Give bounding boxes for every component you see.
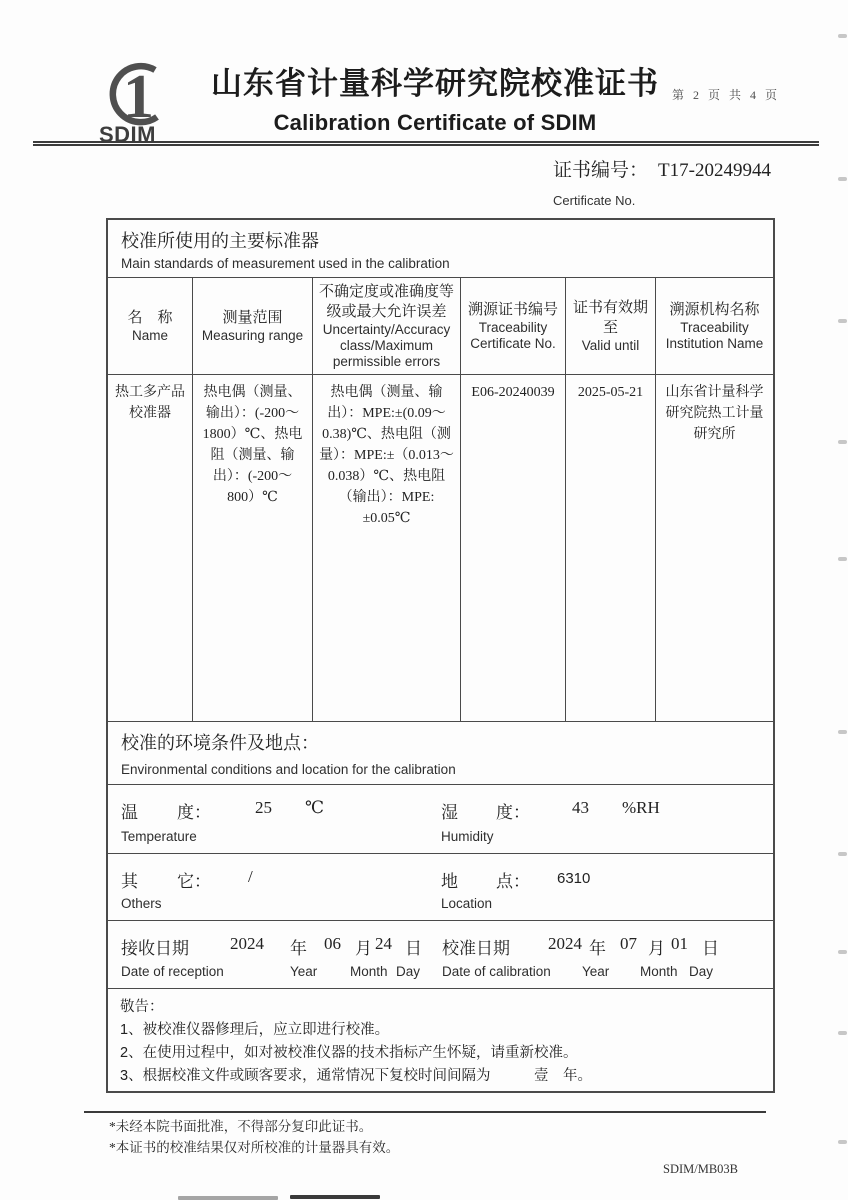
others-label: 其: [121, 872, 138, 891]
humidity-label: 湿: [441, 803, 458, 822]
reception-month-label: 月: [355, 939, 372, 958]
header-cell-institution: 溯源机构名称 Traceability Institution Name: [665, 300, 764, 352]
humidity-value: 43: [572, 798, 589, 817]
others-location-row: [108, 854, 773, 921]
logo-text: SDIM: [99, 122, 156, 146]
standards-title: 校准所使用的主要标准器: [121, 231, 319, 251]
scan-mark: [838, 557, 847, 561]
reception-day-en: Day: [396, 964, 421, 979]
location-value: 6310: [557, 870, 591, 887]
header-cell-valid-until: 证书有效期至 Valid until: [566, 278, 656, 374]
cell-valid-until: 2025-05-21: [566, 375, 656, 721]
cell-measuring-range: 热电偶（测量、输出）：(-200～1800）℃、热电阻（测量、输出）：(-200～800）℃: [193, 375, 313, 721]
reception-month-en: Month: [350, 964, 388, 979]
scan-smudge: [178, 1196, 278, 1200]
form-number: SDIM/MB03B: [663, 1162, 739, 1176]
scan-mark: [838, 1031, 847, 1035]
notice-section: [108, 989, 773, 1092]
temperature-value: 25: [255, 798, 272, 817]
header-title-block: [198, 58, 672, 136]
notice-item-2: 2、在使用过程中，如对被校准仪器的技术指标产生怀疑，请重新校准。: [120, 1044, 578, 1061]
cell-instrument-name: 热工多产品校准器: [108, 375, 193, 721]
page-number: 第 2 页 共 4 页: [672, 88, 781, 102]
standards-title-row: [108, 220, 773, 278]
notice-item-3: 3、根据校准文件或顾客要求，通常情况下复校时间间隔为 壹 年。: [120, 1067, 593, 1084]
certificate-number-label-en: Certificate No.: [553, 193, 636, 208]
notice-title: 敬告：: [120, 999, 164, 1015]
scan-mark: [838, 319, 847, 323]
others-label-2: 它：: [177, 872, 211, 891]
temperature-label-2: 度：: [177, 803, 211, 822]
certificate-number-value: T17-20249944: [658, 160, 771, 181]
temperature-label-en: Temperature: [121, 829, 197, 844]
calibration-day-en: Day: [689, 964, 714, 979]
dates-row: [108, 921, 773, 989]
header-cell-uncertainty: 不确定度或准确度等级或最大允许误差 Uncertainty/Accuracy class/Maximum permissible errors: [313, 278, 461, 374]
reception-day-value: 24: [375, 934, 392, 953]
location-label-en: Location: [441, 896, 493, 911]
location-label: 地: [441, 872, 458, 891]
humidity-label-2: 度：: [496, 803, 530, 822]
calibration-month-en: Month: [640, 964, 678, 979]
humidity-unit: %RH: [622, 798, 660, 817]
sdim-logo-icon: [92, 56, 194, 146]
calibration-day-value: 01: [671, 934, 688, 953]
footer-notes: [109, 1117, 399, 1159]
scan-mark: [838, 852, 847, 856]
reception-date-label-en: Date of reception: [121, 964, 224, 979]
header-cell-measuring-range: 测量范围 Measuring range: [193, 278, 313, 374]
certificate-body: [106, 218, 775, 1093]
cell-institution: 山东省计量科学研究院热工计量研究所: [665, 385, 764, 442]
reception-year-en: Year: [290, 964, 318, 979]
page-title: 山东省计量科学研究院校准证书: [211, 66, 659, 101]
location-label-2: 点：: [496, 872, 530, 891]
header-cell-name: 名 称 Name: [108, 278, 193, 374]
scan-mark: [838, 950, 847, 954]
footer-divider: [84, 1111, 766, 1113]
environment-title-row: [108, 722, 773, 785]
scan-mark: [838, 177, 847, 181]
footer-note-2: *本证书的校准结果仅对所校准的计量器具有效。: [109, 1139, 400, 1155]
humidity-label-en: Humidity: [441, 829, 494, 844]
environment-title: 校准的环境条件及地点：: [121, 733, 319, 753]
standards-data-row: [108, 375, 773, 722]
scan-mark: [838, 440, 847, 444]
calibration-year-en: Year: [582, 964, 610, 979]
reception-year-label: 年: [290, 939, 307, 958]
reception-year-value: 2024: [230, 934, 264, 953]
reception-month-value: 06: [324, 934, 341, 953]
cell-mpe: 热电偶（测量、输出）：MPE:±(0.09～0.38)℃、热电阻（测量）：MPE:±（0.013～0.038）℃、热电阻（输出）：MPE:±0.05℃: [313, 375, 461, 721]
calibration-month-value: 07: [620, 934, 637, 953]
calibration-date-label-en: Date of calibration: [442, 964, 551, 979]
temperature-unit: ℃: [305, 798, 325, 817]
temperature-humidity-row: [108, 785, 773, 854]
scan-mark: [838, 730, 847, 734]
standards-header-row: [108, 278, 773, 375]
others-label-en: Others: [121, 896, 162, 911]
calibration-date-label: 校准日期: [442, 939, 510, 958]
temperature-label: 温: [121, 803, 138, 822]
certificate-number-label: 证书编号：: [553, 160, 649, 181]
calibration-day-label: 日: [702, 939, 719, 958]
standards-title-en: Main standards of measurement used in the calibration: [121, 256, 450, 271]
calibration-year-label: 年: [589, 939, 606, 958]
footer-note-1: *未经本院书面批准，不得部分复印此证书。: [109, 1119, 373, 1134]
calibration-year-value: 2024: [548, 934, 582, 953]
cell-traceability-no: E06-20240039: [461, 375, 566, 721]
scan-mark: [838, 1140, 847, 1144]
scan-smudge: [290, 1195, 380, 1199]
header-divider: [33, 141, 819, 146]
page-title-en: Calibration Certificate of SDIM: [273, 110, 597, 135]
header-cell-traceability-no: 溯源证书编号 Traceability Certificate No.: [461, 278, 566, 374]
environment-title-en: Environmental conditions and location for the calibration: [121, 762, 456, 777]
notice-item-1: 1、被校准仪器修理后，应立即进行校准。: [120, 1021, 390, 1038]
reception-day-label: 日: [405, 939, 422, 958]
calibration-month-label: 月: [648, 939, 665, 958]
reception-date-label: 接收日期: [121, 939, 189, 958]
others-value: /: [248, 867, 253, 886]
certificate-number-block: [553, 155, 771, 208]
scan-mark: [838, 34, 847, 38]
svg-text:1: 1: [123, 63, 154, 131]
